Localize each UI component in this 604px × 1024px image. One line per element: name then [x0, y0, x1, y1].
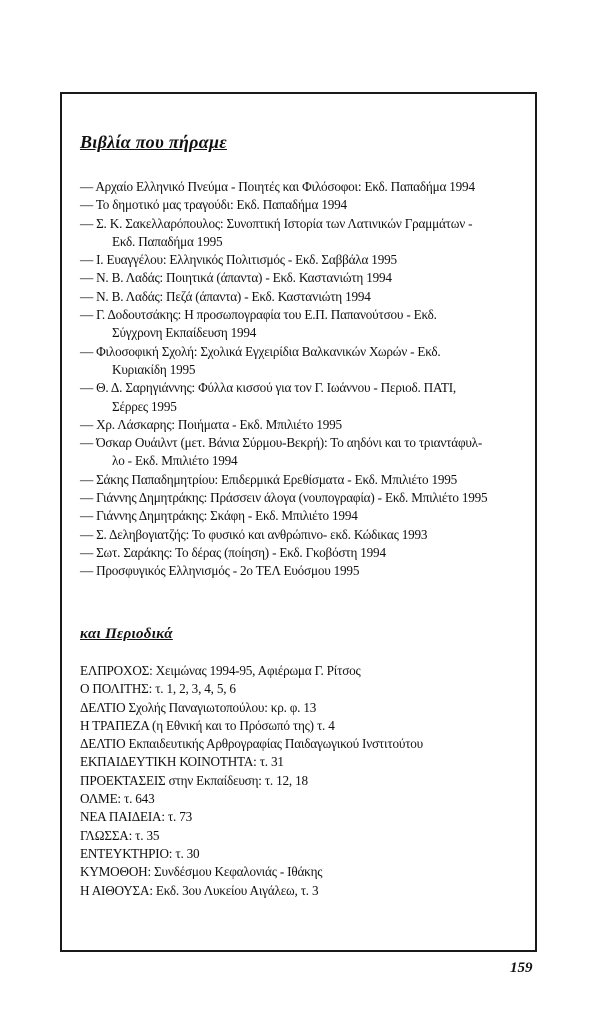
journal-entry: ΓΛΩΣΣΑ: τ. 35	[80, 827, 160, 843]
book-entry: — Ν. Β. Λαδάς: Πεζά (άπαντα) - Εκδ. Κασταvιώτη 1994	[80, 288, 371, 304]
journal-entry: ΟΛΜΕ: τ. 643	[80, 791, 155, 807]
book-entry: — Γιάννης Δημητράκης: Σκάφη - Εκδ. Μπιλιέτο 1994	[80, 508, 358, 524]
page-number: 159	[510, 960, 533, 976]
book-entry: — Χρ. Λάσκαρης: Ποιήματα - Εκδ. Μπιλιέτο 1995	[80, 416, 342, 432]
book-entry-continuation: Κυριακίδη 1995	[112, 361, 196, 377]
book-entry: — Γιάννης Δημητράκης: Πράσσειν άλογα (νουπογραφία) - Εκδ. Μπιλιέτο 1995	[80, 490, 488, 506]
journal-entry: ΠΡΟΕΚΤΑΣΕΙΣ στην Εκπαίδευση: τ. 12, 18	[80, 772, 308, 788]
book-entry: — Θ. Δ. Σαρηγιάννης: Φύλλα κισσού για τον Γ. Ιωάννου - Περιοδ. ΠΑΤΙ,	[80, 380, 457, 396]
books-section-heading: Βιβλία που πήραμε	[80, 132, 227, 152]
book-entry: — Όσκαρ Ουάιλντ (μετ. Βάνια Σύρμου-Βεκρή): Το αηδόνι και το τριαντάφυλ-	[80, 435, 483, 451]
book-entry: — Φιλοσοφική Σχολή: Σχολικά Εγχειρίδια Βαλκανικών Χωρών - Εκδ.	[80, 343, 441, 359]
book-entry-continuation: Εκδ. Παπαδήμα 1995	[112, 233, 223, 249]
journal-entry: Η ΑΙΘΟΥΣΑ: Εκδ. 3ου Λυκείου Αιγάλεω, τ. 3	[80, 882, 319, 898]
journals-list	[80, 662, 520, 900]
journal-entry: ΕΝΤΕΥΚΤΗΡΙΟ: τ. 30	[80, 845, 200, 861]
journal-entry: ΔΕΛΤΙΟ Σχολής Παναγιωτοπούλου: κρ. φ. 13	[80, 699, 317, 715]
journal-entry: Ο ΠΟΛΙΤΗΣ: τ. 1, 2, 3, 4, 5, 6	[80, 681, 236, 697]
book-entry: — Σάκης Παπαδημητρίου: Επιδερμικά Ερεθίσματα - Εκδ. Μπιλιέτο 1995	[80, 471, 458, 487]
book-entry: — Σωτ. Σαράκης: Το δέρας (ποίηση) - Εκδ. Γκοβόστη 1994	[80, 544, 386, 560]
book-entry-continuation: Σύγχρονη Εκπαίδευση 1994	[112, 325, 257, 341]
journal-entry: Η ΤΡΑΠΕΖΑ (η Εθνική και το Πρόσωπό της) τ. 4	[80, 717, 335, 733]
book-entry: — Γ. Δοδουτσάκης: Η προσωπογραφία του Ε.Π. Παπανούτσου - Εκδ.	[80, 307, 437, 323]
journal-entry: ΝΕΑ ΠΑΙΔΕΙΑ: τ. 73	[80, 809, 193, 825]
books-list	[80, 178, 520, 581]
book-entry: — Προσφυγικός Ελληνισμός - 2ο ΤΕΛ Ευόσμου 1995	[80, 563, 360, 579]
journal-entry: ΔΕΛΤΙΟ Εκπαιδευτικής Αρθρογραφίας Παιδαγωγικού Ινστιτούτου	[80, 736, 424, 752]
book-entry-continuation: λο - Εκδ. Μπιλιέτο 1994	[112, 453, 238, 469]
book-entry: — Σ. Κ. Σακελλαρόπουλος: Συνοπτική Ιστορία των Λατινικών Γραμμάτων -	[80, 215, 473, 231]
journals-section-heading: και Περιοδικά	[80, 626, 173, 642]
journal-entry: ΕΛΠΡΟΧΟΣ: Χειμώνας 1994-95, Αφιέρωμα Γ. Ρίτσος	[80, 663, 361, 678]
book-entry: — Αρχαίο Ελληνικό Πνεύμα - Ποιητές και Φιλόσοφοι: Εκδ. Παπαδήμα 1994	[80, 179, 475, 194]
book-entry-continuation: Σέρρες 1995	[112, 398, 177, 414]
journal-entry: ΕΚΠΑΙΔΕΥΤΙΚΗ ΚΟΙΝΟΤΗΤΑ: τ. 31	[80, 754, 284, 770]
book-entry: — Σ. Δεληβογιατζής: Το φυσικό και ανθρώπινο- εκδ. Κώδικας 1993	[80, 526, 428, 542]
book-entry: — Το δημοτικό μας τραγούδι: Εκδ. Παπαδήμα 1994	[80, 197, 347, 213]
journal-entry: ΚΥΜΟΘΟΗ: Συνδέσμου Κεφαλονιάς - Ιθάκης	[80, 864, 323, 880]
book-entry: — Ν. Β. Λαδάς: Ποιητικά (άπαντα) - Εκδ. Κασταvιώτη 1994	[80, 270, 392, 286]
book-entry: — Ι. Ευαγγέλου: Ελληνικός Πολιτισμός - Εκδ. Σαββάλα 1995	[80, 252, 397, 268]
